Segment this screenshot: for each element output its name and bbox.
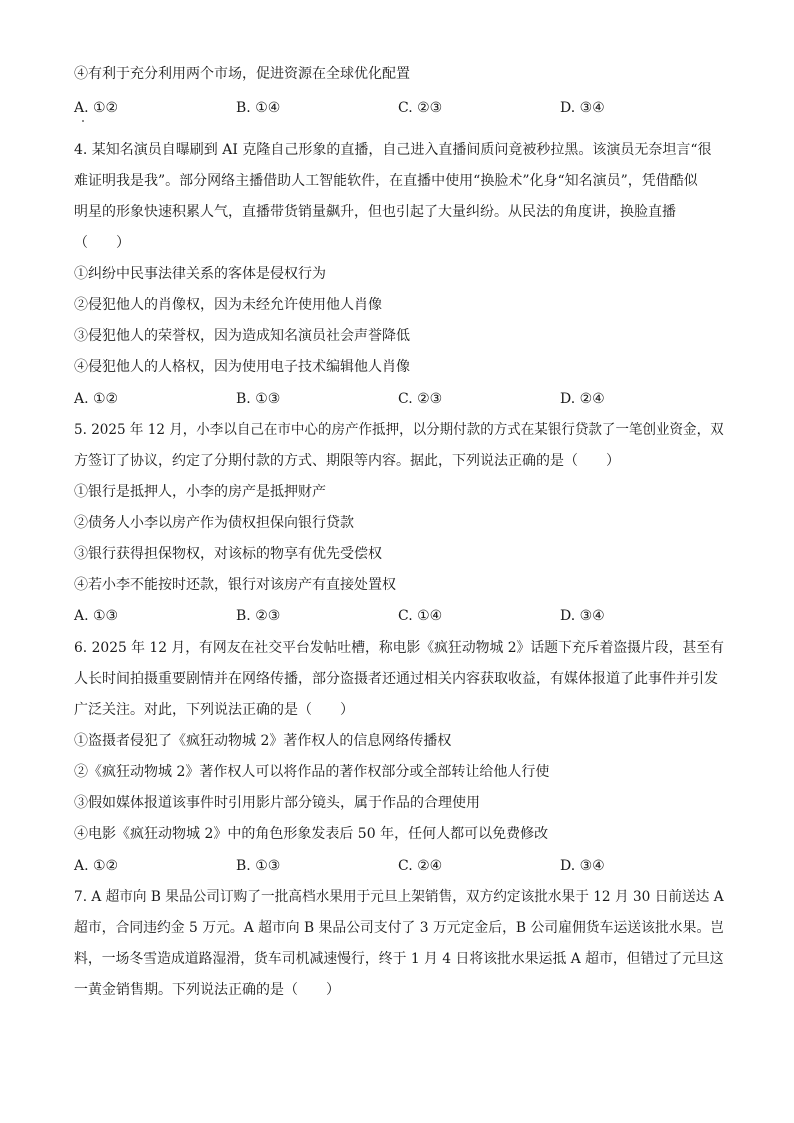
q6-option-a: A. ①② <box>74 858 119 874</box>
stray-mark <box>82 120 84 122</box>
q4-stem-line-1: 4. 某知名演员自曝刷到 AI 克隆自己形象的直播，自己进入直播间质问竟被秒拉黑。该演员无奈坦言“很 <box>74 142 712 158</box>
q5-option-c: C. ①④ <box>398 608 443 624</box>
q6-statement-2: ②《疯狂动物城 2》著作权人可以将作品的著作权部分或全部转让给他人行使 <box>74 764 550 780</box>
q4-answer-blank: （ ） <box>74 235 130 251</box>
q7-stem-line-1: 7. A 超市向 B 果品公司订购了一批高档水果用于元旦上架销售，双方约定该批水果于 12 月 30 日前送达 A <box>74 889 724 905</box>
q5-options <box>74 606 724 626</box>
q7-stem-line-4: 一黄金销售期。下列说法正确的是（ ） <box>74 982 340 998</box>
q6-statement-4: ④电影《疯狂动物城 2》中的角色形象发表后 50 年，任何人都可以免费修改 <box>74 826 549 842</box>
q4-statement-4: ④侵犯他人的人格权，因为使用电子技术编辑他人肖像 <box>74 359 410 375</box>
q6-option-c: C. ②④ <box>398 858 443 874</box>
q5-stem-line-2: 方签订了协议，约定了分期付款的方式、期限等内容。据此，下列说法正确的是（ ） <box>74 453 620 469</box>
q4-stem-line-3: 明星的形象快速积累人气，直播带货销量飙升，但也引起了大量纠纷。从民法的角度讲，换脸直播 <box>74 204 676 220</box>
q3-statement-4: ④有利于充分利用两个市场，促进资源在全球优化配置 <box>74 66 410 82</box>
q3-option-b: B. ①④ <box>236 100 281 116</box>
q5-statement-3: ③银行获得担保物权，对该标的物享有优先受偿权 <box>74 546 382 562</box>
q6-stem-line-1: 6. 2025 年 12 月，有网友在社交平台发帖吐槽，称电影《疯狂动物城 2》话题下充斥着盗摄片段，甚至有 <box>74 640 724 656</box>
q6-stem-line-3: 广泛关注。对此，下列说法正确的是（ ） <box>74 702 354 718</box>
q3-option-d: D. ③④ <box>560 100 605 116</box>
q4-stem-line-2: 难证明我是我”。部分网络主播借助人工智能软件，在直播中使用“换脸术”化身“知名演员”，凭借酷似 <box>74 173 698 189</box>
q4-statement-3: ③侵犯他人的荣誉权，因为造成知名演员社会声誉降低 <box>74 328 410 344</box>
q7-stem-line-3: 料，一场冬雪造成道路湿滑，货车司机减速慢行，终于 1 月 4 日将该批水果运抵 A 超市，但错过了元旦这 <box>74 951 724 967</box>
q6-option-d: D. ③④ <box>560 858 605 874</box>
q4-statement-1: ①纠纷中民事法律关系的客体是侵权行为 <box>74 266 326 282</box>
q6-statement-3: ③假如媒体报道该事件时引用影片部分镜头，属于作品的合理使用 <box>74 795 480 811</box>
q4-option-a: A. ①② <box>74 391 119 407</box>
q4-option-b: B. ①③ <box>236 391 281 407</box>
q3-option-c: C. ②③ <box>398 100 443 116</box>
q5-statement-4: ④若小李不能按时还款，银行对该房产有直接处置权 <box>74 577 396 593</box>
q4-options <box>74 389 724 409</box>
q4-option-c: C. ②③ <box>398 391 443 407</box>
q4-statement-2: ②侵犯他人的肖像权，因为未经允许使用他人肖像 <box>74 297 382 313</box>
q3-option-a: A. ①② <box>74 100 119 116</box>
q4-option-d: D. ②④ <box>560 391 605 407</box>
q5-option-d: D. ③④ <box>560 608 605 624</box>
q6-stem-line-2: 人长时间拍摄重要剧情并在网络传播，部分盗摄者还通过相关内容获取收益，有媒体报道了此事件并引发 <box>74 671 718 687</box>
q6-options <box>74 856 724 876</box>
q5-stem-line-1: 5. 2025 年 12 月，小李以自己在市中心的房产作抵押，以分期付款的方式在某银行贷款了一笔创业资金，双 <box>74 422 724 438</box>
q5-statement-1: ①银行是抵押人，小李的房产是抵押财产 <box>74 484 326 500</box>
q3-options <box>74 98 724 118</box>
q7-stem-line-2: 超市，合同违约金 5 万元。A 超市向 B 果品公司支付了 3 万元定金后，B 公司雇佣货车运送该批水果。岂 <box>74 920 725 936</box>
q5-option-a: A. ①③ <box>74 608 119 624</box>
q6-statement-1: ①盗摄者侵犯了《疯狂动物城 2》著作权人的信息网络传播权 <box>74 733 452 749</box>
q5-option-b: B. ②③ <box>236 608 281 624</box>
q5-statement-2: ②债务人小李以房产作为债权担保向银行贷款 <box>74 515 354 531</box>
q6-option-b: B. ①③ <box>236 858 281 874</box>
